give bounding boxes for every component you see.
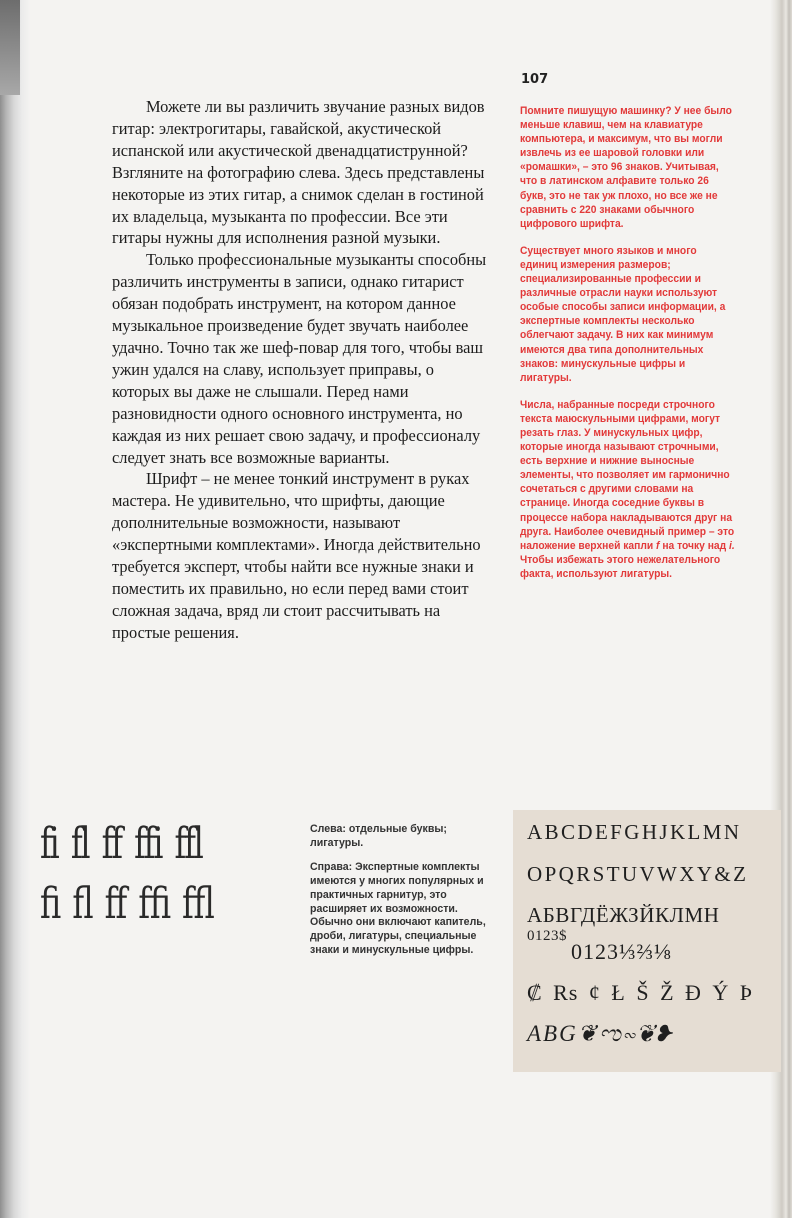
specimen-special-chars: ₡ ₨ ¢ Ł Š Ž Đ Ý Þ xyxy=(527,980,756,1005)
sidebar-paragraph-1: Помните пишущую машинку? У нее было меньше клавиш, чем на клавиатуре компьютера, и максимум, что вы могли извлечь из ее шаровой головки или «ромашки», – это 96 знаков. Учитывая, что в латинском алфавите только 26 букв, это не так уж плохо, но все же не сравнить с 220 знаками обычного цифрового шрифта. xyxy=(520,105,732,230)
ligature-ffl: ﬄ xyxy=(182,879,213,929)
separate-letters-row xyxy=(40,814,232,874)
figure-caption xyxy=(310,823,490,968)
sidebar-f-glyph: f xyxy=(656,539,660,552)
glyph-fi: fi xyxy=(40,819,58,869)
sidebar-paragraph-3-b: на точку над xyxy=(662,539,727,552)
sidebar-i-glyph: i. xyxy=(729,539,735,552)
specimen-cyrillic-caps: АБВГДЁЖЗЙКЛМН xyxy=(527,903,720,927)
page-number: 107 xyxy=(521,72,549,87)
glyph-fl: fl xyxy=(70,819,89,869)
ligature-ffi: ﬃ xyxy=(138,879,169,929)
ligature-fi: ﬁ xyxy=(40,879,60,929)
ligature-ff: ﬀ xyxy=(104,879,126,929)
binding-shadow xyxy=(0,0,20,95)
ligatures-row xyxy=(40,874,232,934)
ligature-comparison xyxy=(40,814,300,934)
main-paragraph-3: Шрифт – не менее тонкий инструмент в руках мастера. Не удивительно, что шрифты, дающие дополнительные возможности, называют «экспертными комплектами». Иногда действительно требуется эксперт, чтобы найти все нужные знаки и поместить их правильно, но если перед вами стоит сложная задача, вряд ли стоит рассчитывать на простые решения. xyxy=(112,469,481,642)
sidebar-paragraph-3 xyxy=(520,398,735,581)
specimen-ornaments: ABG❦ಌ∾❦❥ xyxy=(527,1021,674,1046)
glyph-ffl: ffl xyxy=(174,819,202,869)
specimen-latin-caps-1: ABCDEFGHJKLMN xyxy=(527,820,742,844)
sidebar-notes xyxy=(520,104,735,594)
oldstyle-figures-fractions: 0123⅓⅔⅛ xyxy=(571,939,672,964)
specimen-latin-caps-2: OPQRSTUVWXY&Z xyxy=(527,862,749,886)
caption-left: Слева: отдельные буквы; лигатуры. xyxy=(310,823,447,849)
caption-right: Справа: Экспертные комплекты имеются у многих популярных и практичных гарнитур, это расширяет их возможности. Обычно они включают капитель, дроби, лигатуры, специальные знаки и минускульные цифры. xyxy=(310,861,486,956)
expert-set-specimen xyxy=(513,810,781,1072)
sidebar-paragraph-3-a: Числа, набранные посреди строчного текста маюскульными цифрами, могут резать глаз. У минускульных цифр, которые иногда называют строчными, есть верхние и нижние выносные элементы, что позволяет им гармонично сочетаться с другими словами на странице. Иногда соседние буквы в процессе набора накладываются друг на друга. Наиболее очевидный пример – это наложение верхней капли xyxy=(520,398,735,552)
binding-gutter xyxy=(0,0,30,1218)
ligature-fl: ﬂ xyxy=(72,879,92,929)
specimen-figures xyxy=(527,928,672,964)
main-text-column xyxy=(112,96,495,644)
lining-figures: 0123$ xyxy=(527,928,567,944)
sidebar-paragraph-3-c: Чтобы избежать этого нежелательного факта, используют лигатуры. xyxy=(520,553,721,580)
main-paragraph-2: Только профессиональные музыканты способны различить инструменты в записи, однако гитарист обязан подобрать инструмент, на котором данное музыкальное произведение будет звучать наиболее удачно. Точно так же шеф-повар для того, чтобы ваш ужин удался на славу, использует приправы, о которых вы даже не слышали. Перед нами разновидности одного основного инструмента, но каждая из них решает свою задачу, и профессионалу следует знать все возможные варианты. xyxy=(112,250,487,467)
sidebar-paragraph-2: Существует много языков и много единиц измерения размеров; специализированные профессии и различные отрасли науки используют особые способы записи информации, а экспертные комплекты несколько облегчают задачу. В них как минимум имеются два типа дополнительных знаков: минускульные цифры и лигатуры. xyxy=(520,244,726,384)
glyph-ff: ff xyxy=(101,819,121,869)
glyph-ffi: ffi xyxy=(134,819,162,869)
main-paragraph-1: Можете ли вы различить звучание разных видов гитар: электрогитары, гавайской, акустической испанской или акустической двенадцатиструнной? Взгляните на фотографию слева. Здесь представлены некоторые из этих гитар, а снимок сделан в гостиной их владельца, музыканта по профессии. Все эти гитары нужны для исполнения разной музыки. xyxy=(112,97,485,248)
